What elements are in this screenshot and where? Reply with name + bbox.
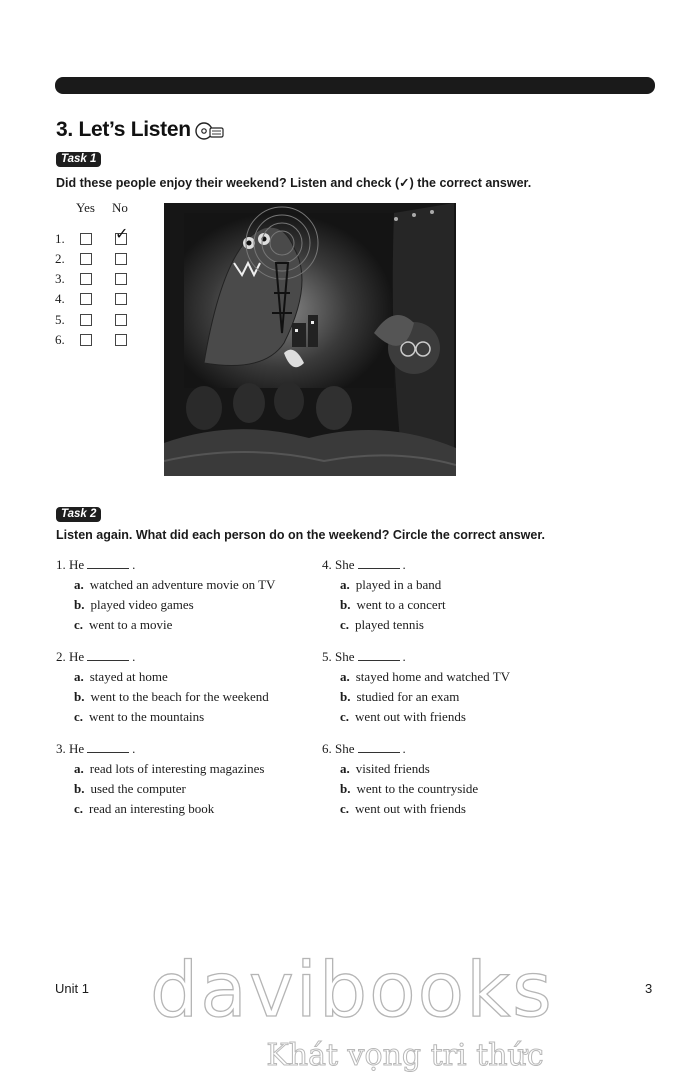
answer-option[interactable] <box>56 667 326 687</box>
option-text: went out with friends <box>355 709 466 724</box>
answer-option[interactable] <box>322 779 592 799</box>
cinema-audience-illustration <box>164 203 456 476</box>
row-number: 2. <box>55 251 65 266</box>
no-checkbox[interactable] <box>115 293 127 305</box>
option-text: read an interesting book <box>89 801 215 816</box>
header-bar <box>55 77 655 94</box>
question-item <box>56 555 326 635</box>
question-subject: He <box>69 557 85 572</box>
column-header-no: No <box>112 200 128 215</box>
answer-blank <box>358 741 400 753</box>
option-letter: b. <box>340 689 351 704</box>
question-item <box>322 647 592 727</box>
option-letter: a. <box>340 669 350 684</box>
no-checkbox[interactable] <box>115 224 129 245</box>
option-letter: b. <box>74 781 85 796</box>
answer-option[interactable] <box>322 759 592 779</box>
answer-option[interactable] <box>56 687 326 707</box>
answer-option[interactable] <box>322 575 592 595</box>
question-number: 6. <box>322 741 332 756</box>
task1-badge: Task 1 <box>56 152 101 167</box>
question-subject: She <box>335 557 355 572</box>
answer-option[interactable] <box>322 595 592 615</box>
option-text: visited friends <box>355 761 430 776</box>
answer-option[interactable] <box>322 615 592 635</box>
no-checkbox[interactable] <box>115 253 127 265</box>
answer-blank <box>358 557 400 569</box>
checklist-row <box>55 251 135 267</box>
checklist-row <box>55 312 135 328</box>
question-stem: 2. He . <box>56 649 136 664</box>
answer-option[interactable] <box>56 779 326 799</box>
row-number: 5. <box>55 312 65 327</box>
row-number: 6. <box>55 332 65 347</box>
option-text: watched an adventure movie on TV <box>89 577 276 592</box>
question-number: 5. <box>322 649 332 664</box>
question-stem: 5. She . <box>322 649 406 664</box>
section-title <box>56 118 225 142</box>
option-text: went out with friends <box>355 801 466 816</box>
answer-option[interactable] <box>322 799 592 819</box>
answer-blank <box>87 741 129 753</box>
option-letter: a. <box>74 577 84 592</box>
answer-blank <box>87 557 129 569</box>
yes-checkbox[interactable] <box>80 273 92 285</box>
yes-checkbox[interactable] <box>80 293 92 305</box>
option-text: stayed home and watched TV <box>355 669 511 684</box>
option-letter: a. <box>74 669 84 684</box>
option-text: went to a movie <box>89 617 173 632</box>
answer-option[interactable] <box>322 687 592 707</box>
option-text: played video games <box>90 597 194 612</box>
task2-instruction: Listen again. What did each person do on the weekend? Circle the correct answer. <box>56 528 546 542</box>
question-item <box>56 739 326 819</box>
cd-audio-icon <box>195 121 225 141</box>
question-subject: She <box>335 741 355 756</box>
option-letter: a. <box>340 577 350 592</box>
question-item <box>56 647 326 727</box>
question-stem: 3. He . <box>56 741 136 756</box>
answer-blank <box>87 649 129 661</box>
column-header-yes: Yes <box>76 200 95 215</box>
option-text: went to the mountains <box>89 709 205 724</box>
option-letter: b. <box>340 597 351 612</box>
option-letter: c. <box>74 617 84 632</box>
no-checkbox[interactable] <box>115 314 127 326</box>
option-letter: a. <box>74 761 84 776</box>
option-letter: b. <box>74 689 85 704</box>
watermark-brand: davibooks <box>150 945 554 1034</box>
option-text: went to the beach for the weekend <box>90 689 269 704</box>
question-item <box>322 555 592 635</box>
footer-unit-label: Unit 1 <box>55 981 89 996</box>
option-text: went to the countryside <box>356 781 479 796</box>
checklist-row <box>55 271 135 287</box>
answer-option[interactable] <box>56 615 326 635</box>
section-title-text: 3. Let’s Listen <box>56 118 191 141</box>
answer-option[interactable] <box>56 799 326 819</box>
checklist-row <box>55 332 135 348</box>
task2-badge: Task 2 <box>56 507 101 522</box>
option-letter: a. <box>340 761 350 776</box>
option-text: studied for an exam <box>356 689 460 704</box>
answer-option[interactable] <box>322 707 592 727</box>
no-checkbox[interactable] <box>115 334 127 346</box>
option-text: read lots of interesting magazines <box>89 761 265 776</box>
yes-checkbox[interactable] <box>80 233 92 245</box>
option-letter: c. <box>340 709 350 724</box>
row-number: 4. <box>55 291 65 306</box>
yes-checkbox[interactable] <box>80 253 92 265</box>
question-stem: 1. He . <box>56 557 136 572</box>
row-number: 3. <box>55 271 65 286</box>
answer-option[interactable] <box>56 575 326 595</box>
yes-checkbox[interactable] <box>80 314 92 326</box>
answer-option[interactable] <box>56 707 326 727</box>
answer-option[interactable] <box>56 759 326 779</box>
question-subject: He <box>69 741 85 756</box>
checklist-row <box>55 291 135 307</box>
question-number: 2. <box>56 649 66 664</box>
question-number: 3. <box>56 741 66 756</box>
option-letter: c. <box>74 801 84 816</box>
checklist-row <box>55 224 135 247</box>
check-mark-icon: ✓ <box>115 224 129 243</box>
option-letter: c. <box>74 709 84 724</box>
option-text: stayed at home <box>89 669 168 684</box>
option-letter: c. <box>340 801 350 816</box>
yes-checkbox[interactable] <box>80 334 92 346</box>
option-text: played in a band <box>355 577 442 592</box>
option-letter: b. <box>74 597 85 612</box>
option-letter: c. <box>340 617 350 632</box>
option-text: played tennis <box>355 617 424 632</box>
question-item <box>322 739 592 819</box>
question-number: 4. <box>322 557 332 572</box>
question-subject: He <box>69 649 85 664</box>
option-letter: b. <box>340 781 351 796</box>
question-stem: 4. She . <box>322 557 406 572</box>
question-stem: 6. She . <box>322 741 406 756</box>
row-number: 1. <box>55 231 65 246</box>
answer-blank <box>358 649 400 661</box>
task1-instruction: Did these people enjoy their weekend? Listen and check (✓) the correct answer. <box>56 176 532 190</box>
option-text: used the computer <box>90 781 186 796</box>
answer-option[interactable] <box>56 595 326 615</box>
answer-option[interactable] <box>322 667 592 687</box>
option-text: went to a concert <box>356 597 446 612</box>
question-subject: She <box>335 649 355 664</box>
page-number: 3 <box>645 981 653 996</box>
watermark-slogan: Khát vọng tri thức <box>266 1038 544 1073</box>
no-checkbox[interactable] <box>115 273 127 285</box>
question-number: 1. <box>56 557 66 572</box>
